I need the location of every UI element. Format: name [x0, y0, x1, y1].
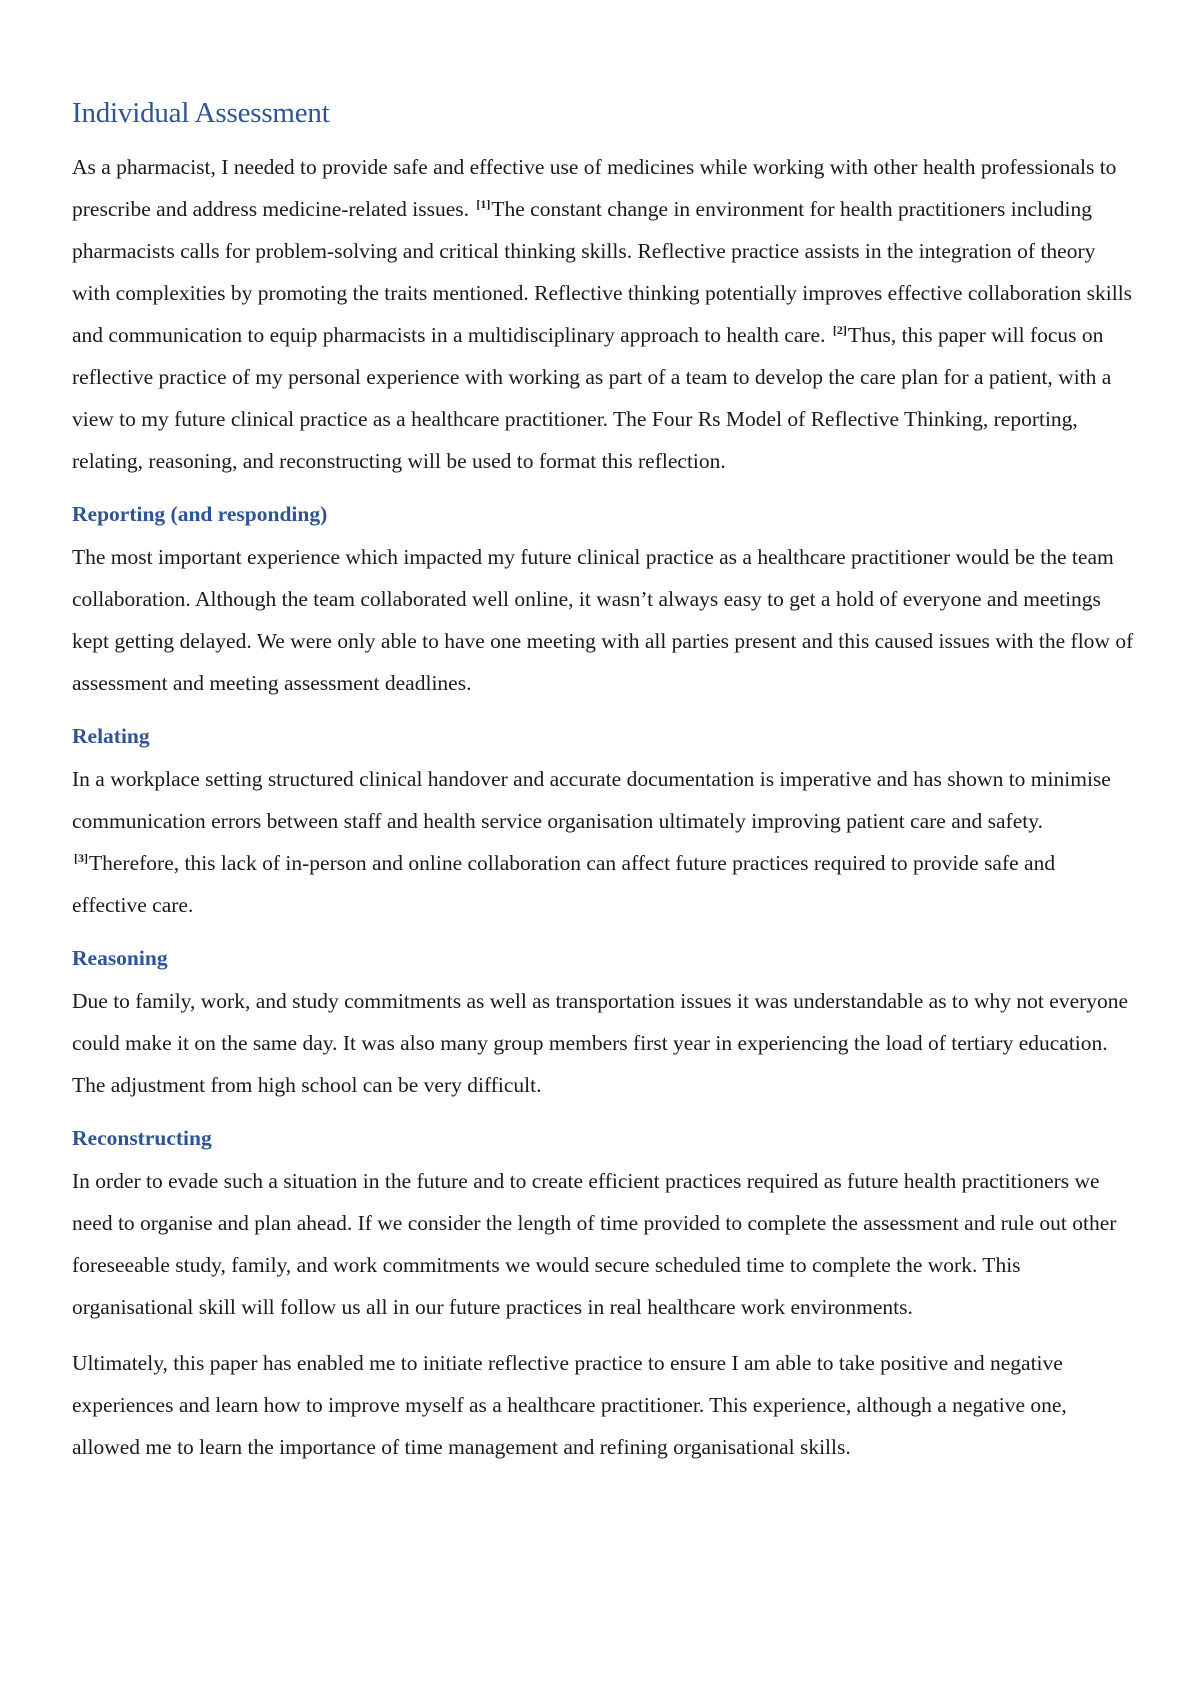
reasoning-heading: Reasoning — [72, 946, 168, 970]
reconstructing-paragraph: In order to evade such a situation in the future and to create efficient practices required as future health practitioners we need to organise and plan ahead. If we consider the length of time provided to complete the assessment and rule out other foreseeable study, family, and work commitments we would secure scheduled time to complete the work. This organisational skill will follow us all in our future practices in real healthcare work environments. — [72, 1169, 1117, 1319]
reporting-heading: Reporting (and responding) — [72, 502, 328, 526]
reconstructing-heading: Reconstructing — [72, 1126, 212, 1150]
reporting-paragraph: The most important experience which impacted my future clinical practice as a healthcare practitioner would be the team collaboration. Although the team collaborated well online, it wasn’t always easy to get a hold of everyone and meetings kept getting delayed. We were only able to have one meeting with all parties present and this caused issues with the flow of assessment and meeting assessment deadlines. — [72, 545, 1134, 695]
intro-text-1: As a pharmacist, I needed to provide safe and effective use of medicines while working with other health professionals to prescribe and address medicine-related issues. — [72, 155, 1117, 221]
citation-2: [2] — [832, 323, 847, 337]
conclusion-paragraph: Ultimately, this paper has enabled me to initiate reflective practice to ensure I am able to take positive and negative experiences and learn how to improve myself as a healthcare practitioner. This experience, although a negative one, allowed me to learn the importance of time management and refining organisational skills. — [72, 1351, 1067, 1459]
citation-1: [1] — [476, 197, 491, 211]
intro-text-2: The constant change in environment for health practitioners including pharmacists calls for problem-solving and critical thinking skills. Reflective practice assists in the integration of theory with complexities by promoting the traits mentioned. Reflective thinking potentially improves effective collaboration skills and communication to equip pharmacists in a multidisciplinary approach to health care. — [72, 197, 1133, 347]
document-title: Individual Assessment — [72, 97, 330, 129]
document-page — [72, 94, 1134, 1468]
relating-paragraph — [72, 758, 1134, 926]
reasoning-paragraph: Due to family, work, and study commitments as well as transportation issues it was understandable as to why not everyone could make it on the same day. It was also many group members first year in experiencing the load of tertiary education. The adjustment from high school can be very difficult. — [72, 989, 1129, 1097]
relating-text-2: Therefore, this lack of in-person and online collaboration can affect future practices required to provide safe and effective care. — [72, 851, 1056, 917]
relating-heading: Relating — [72, 724, 150, 748]
intro-paragraph — [72, 146, 1134, 482]
citation-3: [3] — [74, 851, 88, 865]
relating-text-1: In a workplace setting structured clinical handover and accurate documentation is imperative and has shown to minimise communication errors between staff and health service organisation ultimately improving patient care and safety. — [72, 767, 1111, 833]
intro-text-3: Thus, this paper will focus on reflective practice of my personal experience with working as part of a team to develop the care plan for a patient, with a view to my future clinical practice as a healthcare practitioner. The Four Rs Model of Reflective Thinking, reporting, relating, reasoning, and reconstructing will be used to format this reflection. — [72, 323, 1112, 473]
